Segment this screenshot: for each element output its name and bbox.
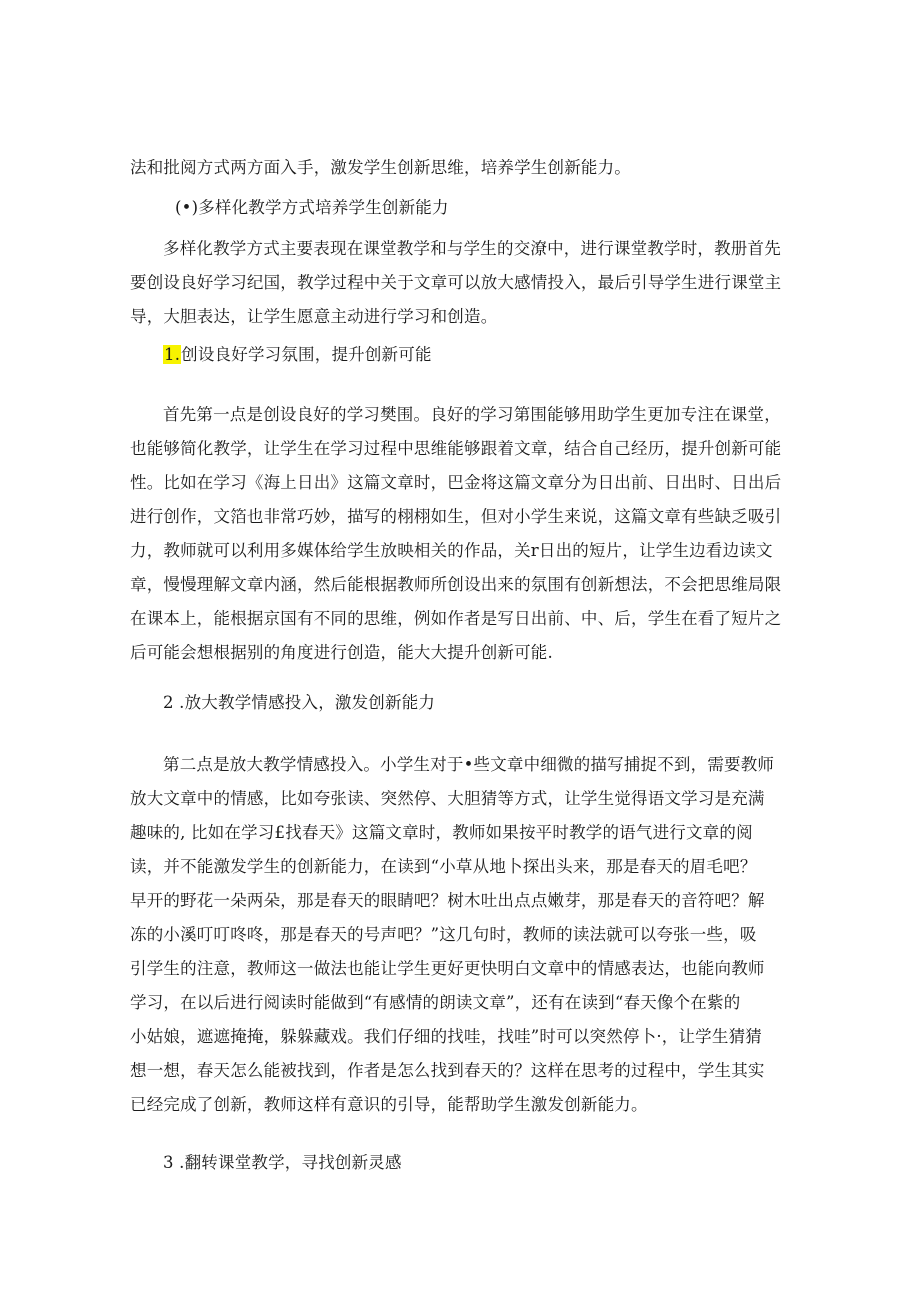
paragraph-line: 力，教师就可以利用多媒体给学生放映相关的作品，关r日出的短片，让学生边看边读文 [130,541,773,560]
paragraph-line: 导，大胆表达，让学生愿意主动进行学习和创造。 [130,307,498,326]
paragraph-line: 已经完成了创新，教师这样有意识的引导，能帮助学生激发创新能力。 [130,1095,648,1114]
paragraph-line: 法和批阅方式两方面入手，激发学生创新思维，培养学生创新能力。 [130,158,631,177]
subheading-1 [163,345,432,365]
paragraph-line: 第二点是放大教学情感投入。小学生对于•些文章中细微的描写捕捉不到，需要教师 [163,755,775,774]
paragraph-line: 要创设良好学习纪国，教学过程中关于文章可以放大感情投入，最后引导学生进行课堂主 [130,273,782,292]
paragraph-line: 早开的野花一朵两朵，那是春天的眼睛吧？树木吐出点点嫩芽，那是春天的音符吧？解 [130,891,765,910]
paragraph-line: 多样化教学方式主要表现在课堂教学和与学生的交潦中，进行课堂教学时，教册首先 [163,239,781,258]
subheading-3: 3 .翻转课堂教学，寻找创新灵感 [163,1153,402,1172]
paragraph-line: 趣味的, 比如在学习£找春天》这篇文章时，教师如果按平时教学的语气进行文章的阅 [130,823,753,842]
paragraph-line: 在课本上，能根据京国有不同的思维，例如作者是写日出前、中、后，学生在看了短片之 [130,609,782,628]
paragraph-line: 学习，在以后进行阅读时能做到“有感情的朗读文章”，还有在读到“春天像个在紫的 [130,993,741,1012]
subheading-text: 创设良好学习氛围，提升创新可能 [181,345,432,364]
paragraph-line: 章，慢慢理解文章内涵，然后能根据教师所创设出来的氛围有创新想法，不会把思维局限 [130,575,782,594]
paragraph-line: 后可能会想根据别的角度进行创造，能大大提升创新可能. [130,643,553,662]
paragraph-line: 读，并不能激发学生的创新能力，在读到“小草从地卜探出头来，那是春天的眉毛吧？ [130,857,757,876]
paragraph-line: 想一想，春天怎么能被找到，作者是怎么找到春天的？这样在思考的过程中，学生其实 [130,1061,765,1080]
subheading-2: 2 .放大教学情感投入，激发创新能力 [163,693,436,712]
paragraph-line: 小姑娘，遮遮掩掩，躲躲藏戏。我们仔细的找哇，找哇”时可以突然停卜·，让学生猜猜 [130,1027,762,1046]
highlighted-number: 1. [164,345,181,364]
paragraph-line: 放大文章中的情感，比如夸张读、突然停、大胆猜等方式，让学生觉得语文学习是充满 [130,789,765,808]
paragraph-line: 性。比如在学习《海上日出》这篇文章时，巴金将这篇文章分为日出前、日出时、日出后 [130,473,782,492]
paragraph-line: 冻的小溪叮叮咚咚，那是春天的号声吧？”这几句时，教师的读法就可以夸张一些，吸 [130,925,757,944]
paragraph-line: 进行创作，文箔也非常巧妙，描写的栩栩如生，但对小学生来说，这篇文章有些缺乏吸引 [130,507,782,526]
section-heading: (•)多样化教学方式培养学生创新能力 [175,198,449,217]
paragraph-line: 引学生的注意，教师这一做法也能让学生更好更快明白文章中的情感表达，也能向教师 [130,959,765,978]
paragraph-line: 也能够简化教学，让学生在学习过程中思维能够跟着文章，结合自己经历，提升创新可能 [130,439,782,458]
paragraph-line: 首先第一点是创设良好的学习樊围。良好的学习第围能够用助学生更加专注在课堂， [163,405,781,424]
